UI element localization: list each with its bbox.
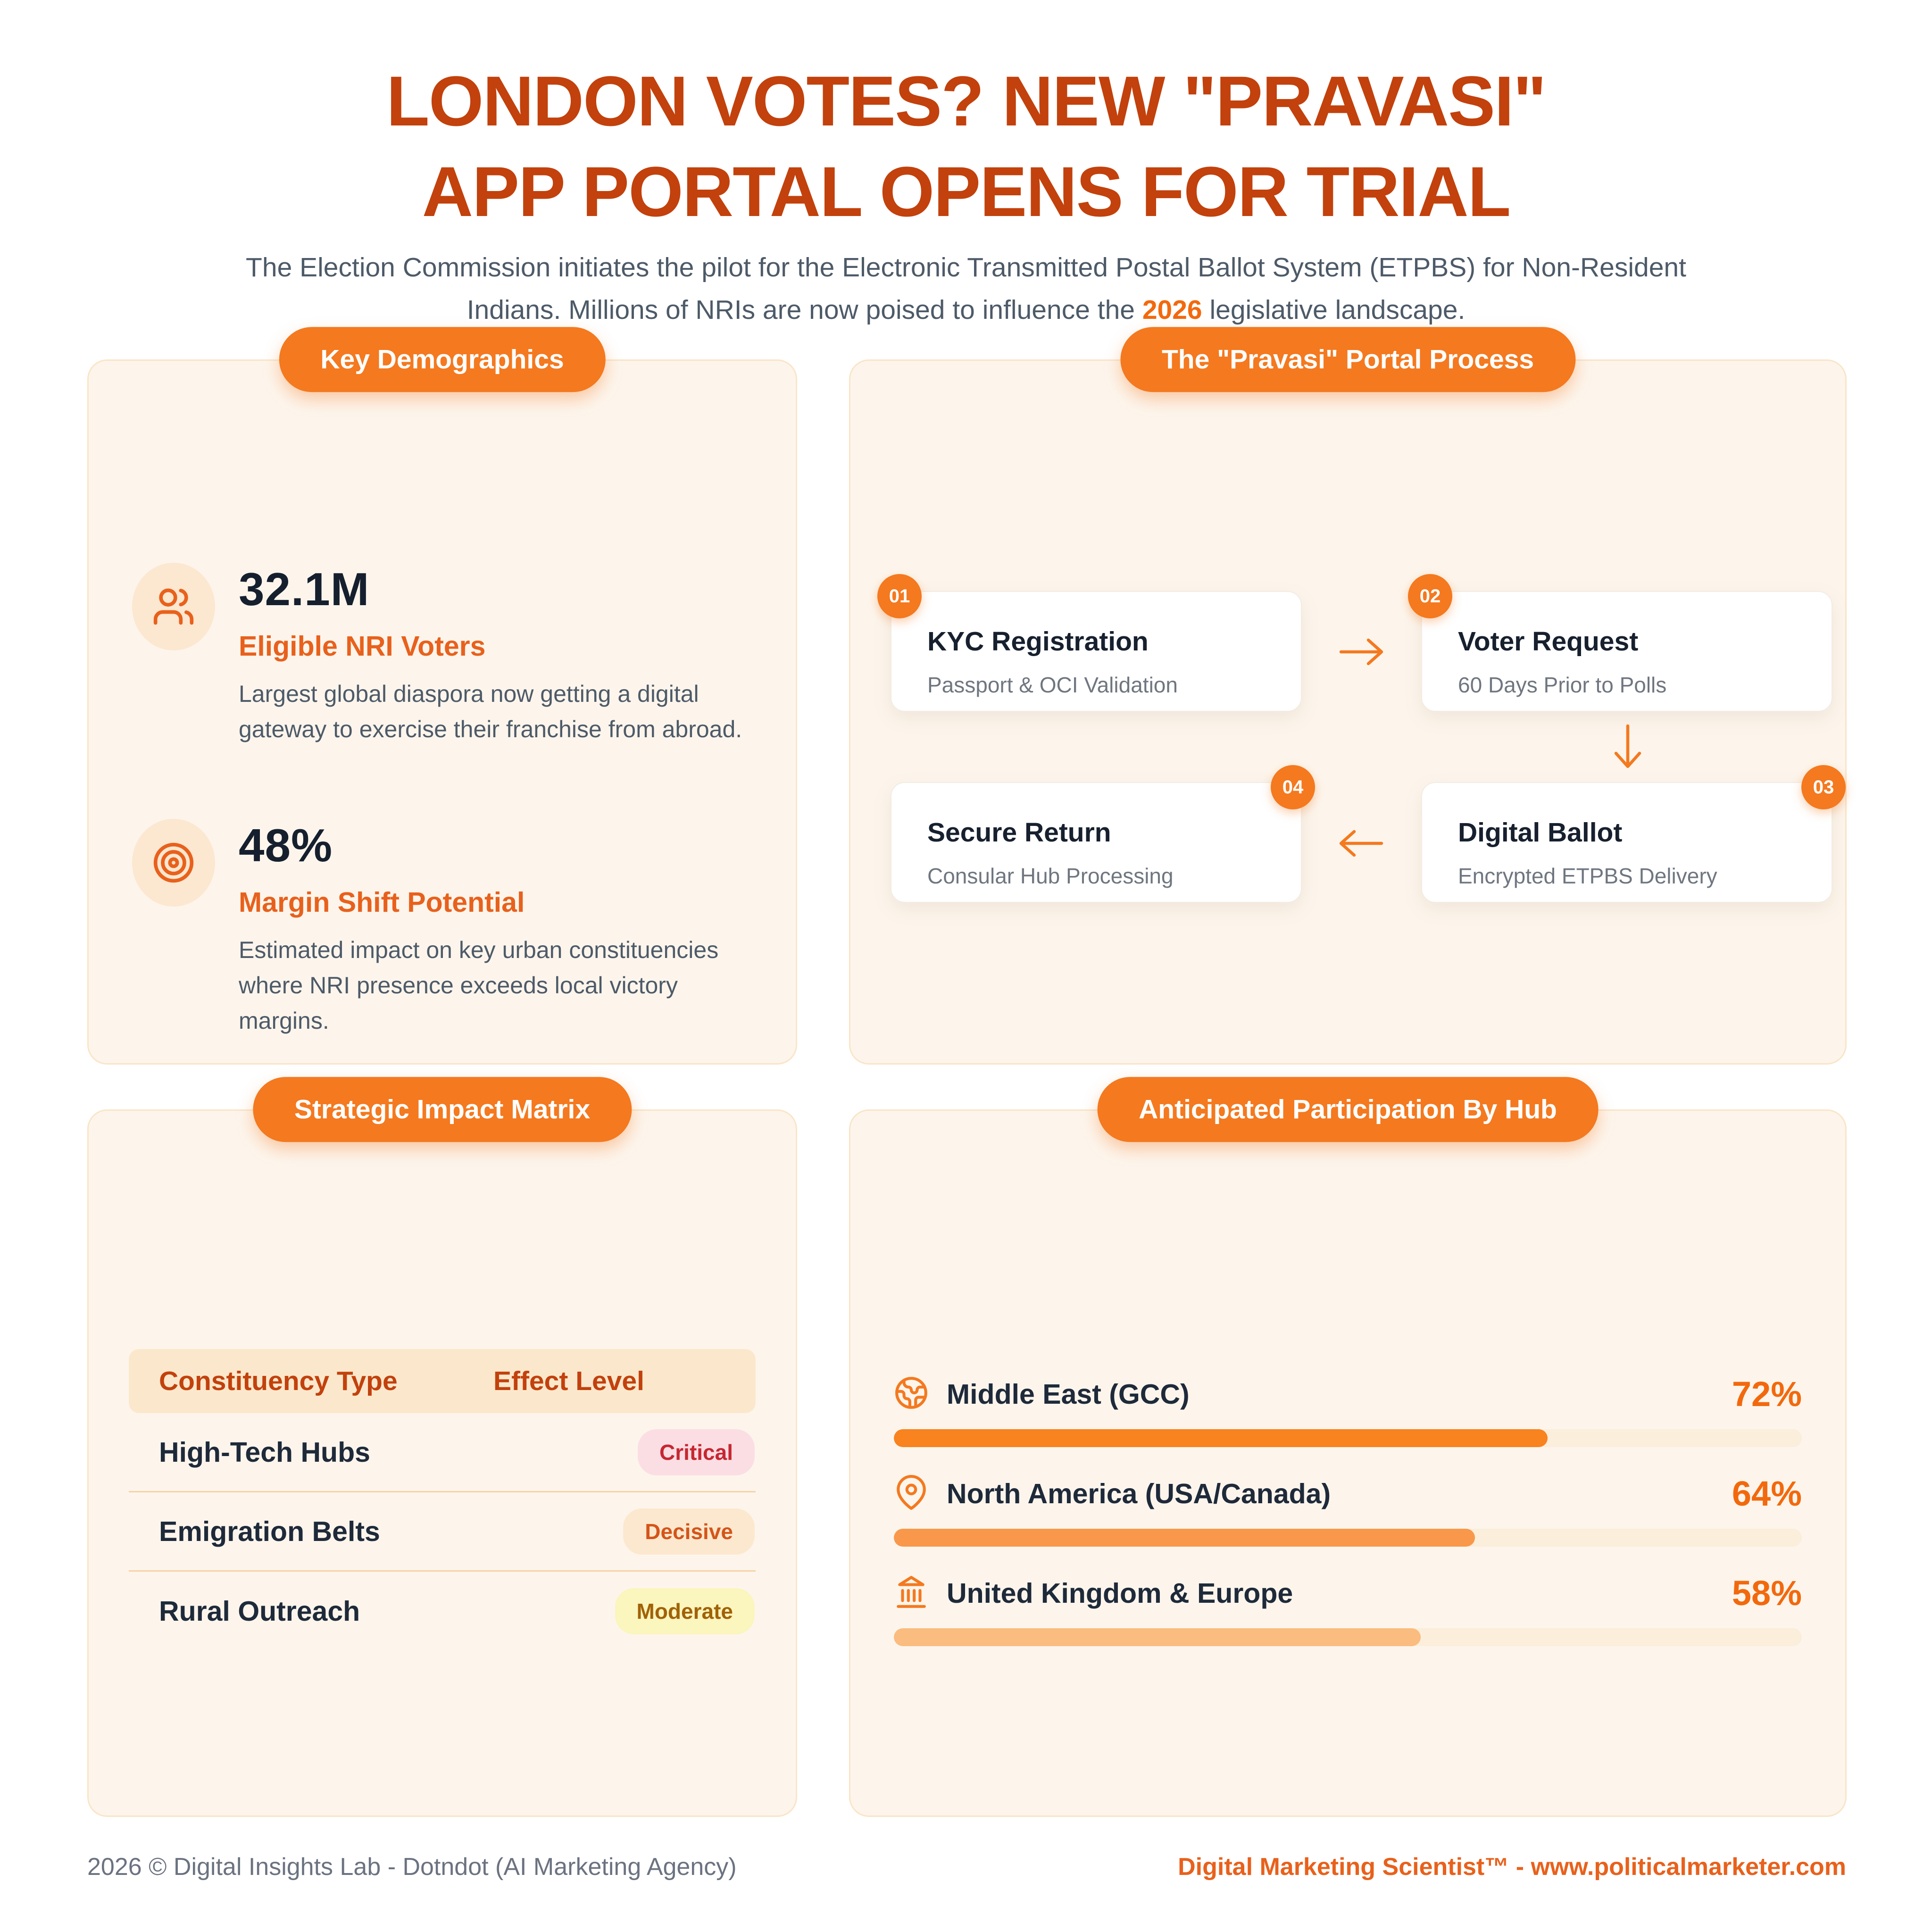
demographic-item-text — [239, 563, 752, 747]
stat-label: Eligible NRI Voters — [239, 631, 486, 662]
stat-label: Margin Shift Potential — [239, 887, 525, 918]
step-title: Digital Ballot — [1458, 817, 1623, 848]
process-step-kyc-registration — [889, 585, 1302, 712]
progress-bar-track — [894, 1429, 1802, 1447]
hub-name: United Kingdom & Europe — [947, 1577, 1293, 1609]
column-header-effect-level: Effect Level — [493, 1366, 644, 1396]
step-number-badge: 03 — [1801, 765, 1846, 809]
constituency-type-cell: Emigration Belts — [159, 1516, 380, 1547]
arrow-down-icon — [1608, 720, 1647, 774]
strategic-impact-badge: Strategic Impact Matrix — [253, 1077, 632, 1142]
landmark-icon — [894, 1574, 929, 1612]
step-subtitle: Encrypted ETPBS Delivery — [1458, 864, 1717, 888]
hub-row-uk-europe — [894, 1573, 1802, 1646]
hub-label-line — [894, 1474, 1802, 1514]
stat-value: 48% — [239, 819, 333, 871]
hub-percentage: 72% — [1732, 1374, 1802, 1414]
step-title: Secure Return — [927, 817, 1111, 848]
hub-row-middle-east — [894, 1374, 1802, 1447]
progress-bar-track — [894, 1529, 1802, 1547]
progress-bar-fill — [894, 1628, 1421, 1646]
table-row — [129, 1492, 756, 1572]
participation-by-hub-panel — [849, 1094, 1847, 1817]
step-title: Voter Request — [1458, 626, 1639, 657]
stat-description: Estimated impact on key urban constituencies where NRI presence exceeds local victory margins. — [239, 937, 719, 1034]
demographic-item-eligible-voters — [132, 563, 752, 747]
page-title-line1: LONDON VOTES? NEW "PRAVASI" — [386, 61, 1546, 141]
process-step-digital-ballot — [1421, 776, 1834, 903]
users-icon — [132, 563, 215, 650]
stat-description: Largest global diaspora now getting a digital gateway to exercise their franchise from abroad. — [239, 681, 742, 742]
hub-name: Middle East (GCC) — [947, 1378, 1190, 1410]
status-badge-critical: Critical — [638, 1429, 755, 1475]
constituency-type-cell: High-Tech Hubs — [159, 1436, 370, 1468]
arrow-right-icon — [1335, 633, 1387, 674]
step-subtitle: Consular Hub Processing — [927, 864, 1174, 888]
hub-label-line — [894, 1374, 1802, 1414]
step-title: KYC Registration — [927, 626, 1149, 657]
subtitle-text-after: legislative landscape. — [1202, 295, 1466, 325]
footer-credit: 2026 © Digital Insights Lab - Dotndot (AI Marketing Agency) — [87, 1853, 737, 1881]
participation-body — [894, 1374, 1802, 1673]
arrow-left-icon — [1335, 824, 1387, 865]
page-title-line2: APP PORTAL OPENS FOR TRIAL — [422, 152, 1510, 231]
step-number-badge: 01 — [877, 574, 922, 618]
map-pin-icon — [894, 1475, 929, 1512]
impact-matrix-table — [129, 1349, 756, 1651]
portal-process-badge: The "Pravasi" Portal Process — [1120, 327, 1575, 392]
status-badge-decisive: Decisive — [623, 1508, 755, 1555]
hub-name: North America (USA/Canada) — [947, 1478, 1331, 1509]
demographic-item-margin-shift — [132, 819, 752, 1039]
hub-percentage: 64% — [1732, 1474, 1802, 1513]
table-header-row — [129, 1349, 756, 1413]
page-subtitle — [216, 246, 1716, 331]
earth-icon — [894, 1375, 929, 1413]
step-subtitle: Passport & OCI Validation — [927, 673, 1178, 697]
progress-bar-fill — [894, 1529, 1475, 1547]
footer-website-link[interactable]: Digital Marketing Scientist™ - www.politicalmarketer.com — [1178, 1853, 1846, 1881]
page-title — [0, 56, 1932, 237]
step-number-badge: 02 — [1408, 574, 1452, 618]
strategic-impact-matrix-panel — [87, 1094, 797, 1817]
stat-value: 32.1M — [239, 563, 370, 615]
step-subtitle: 60 Days Prior to Polls — [1458, 673, 1667, 697]
process-step-secure-return — [891, 776, 1304, 903]
step-number-badge: 04 — [1271, 765, 1315, 809]
key-demographics-body — [89, 361, 796, 1039]
portal-process-panel — [849, 344, 1847, 1065]
key-demographics-badge: Key Demographics — [279, 327, 605, 392]
target-icon — [132, 819, 215, 907]
participation-badge: Anticipated Participation By Hub — [1097, 1077, 1599, 1142]
process-step-voter-request — [1419, 585, 1832, 712]
demographic-item-text — [239, 819, 752, 1039]
progress-bar-fill — [894, 1429, 1548, 1447]
subtitle-year-highlight: 2026 — [1142, 295, 1202, 325]
subtitle-text-before: The Election Commission initiates the pilot for the Electronic Transmitted Postal Ballot System (ETPBS) for Non-Resident Indians. Millions of NRIs are now poised to influence the — [246, 252, 1686, 325]
constituency-type-cell: Rural Outreach — [159, 1596, 360, 1627]
hub-label-line — [894, 1573, 1802, 1613]
hub-row-north-america — [894, 1474, 1802, 1547]
key-demographics-panel — [87, 344, 797, 1065]
column-header-constituency-type: Constituency Type — [159, 1366, 398, 1396]
progress-bar-track — [894, 1628, 1802, 1646]
table-row — [129, 1572, 756, 1651]
status-badge-moderate: Moderate — [615, 1588, 755, 1634]
hub-percentage: 58% — [1732, 1574, 1802, 1613]
table-row — [129, 1413, 756, 1492]
